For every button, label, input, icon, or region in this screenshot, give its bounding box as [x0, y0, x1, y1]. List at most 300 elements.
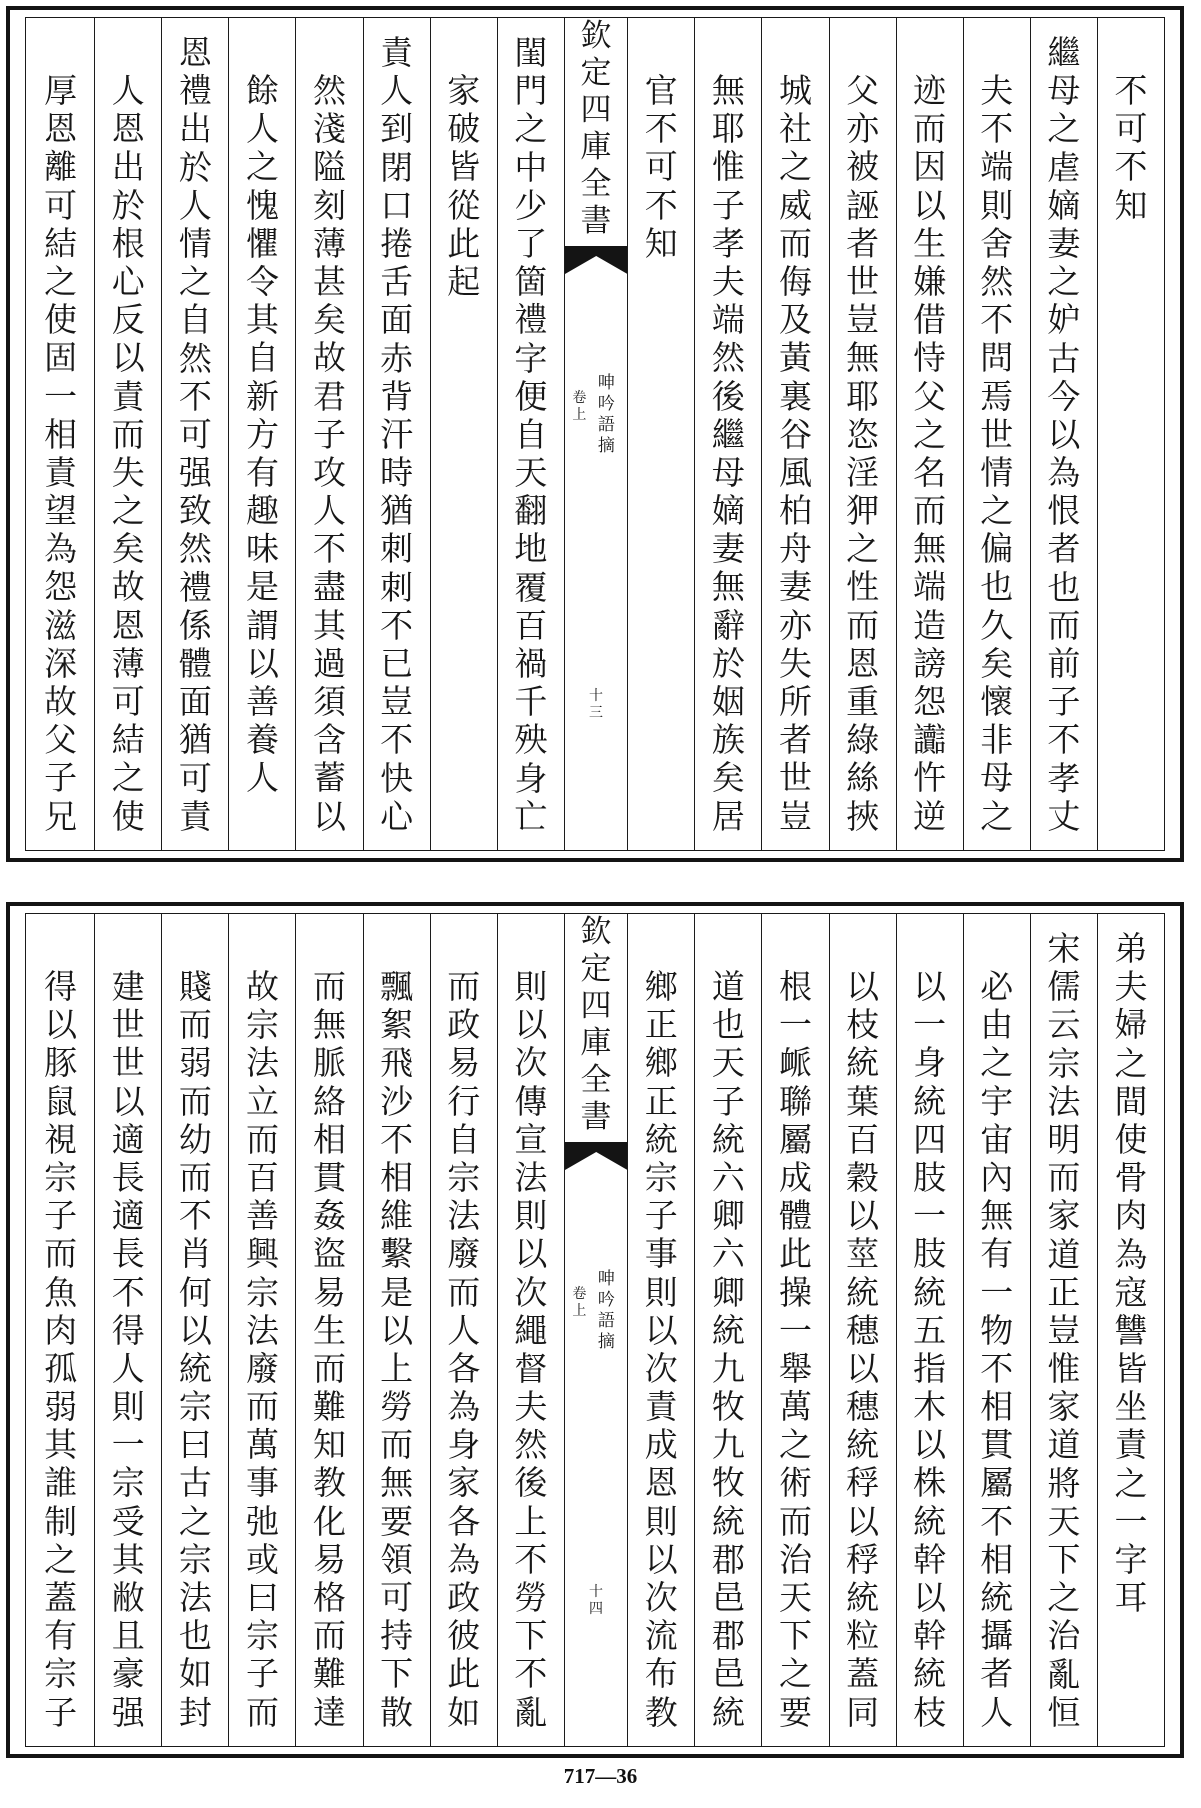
glyph: 愧: [245, 185, 279, 225]
glyph: 郡: [711, 1539, 745, 1579]
glyph: 父: [913, 376, 947, 416]
glyph: 其: [44, 1425, 78, 1465]
glyph: 亡: [514, 796, 548, 836]
glyph: 母: [1047, 71, 1081, 111]
glyph: 而: [447, 967, 481, 1006]
glyph: 生: [313, 1310, 347, 1350]
glyph: 一: [913, 1005, 947, 1045]
glyph: 聯: [778, 1081, 812, 1121]
glyph: 不: [111, 1272, 145, 1312]
glyph: 恩: [644, 1463, 678, 1503]
glyph: 適: [111, 1196, 145, 1236]
glyph: 長: [111, 1157, 145, 1197]
glyph: 刺: [380, 567, 414, 607]
glyph: 天: [778, 1578, 812, 1617]
glyph: 衇: [778, 1043, 812, 1083]
glyph: 木: [913, 1387, 947, 1427]
glyph: 其: [245, 300, 279, 340]
glyph: 責: [44, 452, 78, 492]
glyph: 而: [245, 1387, 279, 1427]
glyph: 法: [1047, 1081, 1081, 1121]
glyph: 虐: [1047, 147, 1081, 187]
glyph: 挾: [846, 796, 880, 836]
glyph: 之: [1047, 1578, 1081, 1618]
glyph: 强: [178, 453, 212, 493]
glyph: 到: [380, 109, 414, 149]
glyph: 過: [313, 643, 347, 683]
glyph: 久: [980, 605, 1014, 645]
glyph: 相: [380, 1157, 414, 1197]
glyph: 貫: [980, 1425, 1014, 1465]
upper-half-leaf: [6, 6, 1184, 862]
volume-label: [572, 1286, 587, 1320]
glyph: 之: [778, 147, 812, 187]
glyph: 封: [178, 1692, 212, 1732]
glyph: 人: [111, 71, 145, 110]
glyph: 統: [711, 1501, 745, 1541]
glyph: 恩: [178, 33, 212, 72]
glyph: 建: [111, 967, 145, 1006]
glyph: 情: [980, 452, 1014, 492]
glyph: 端: [913, 567, 947, 607]
glyph: 操: [778, 1272, 812, 1312]
glyph: 知: [313, 1425, 347, 1465]
glyph: 統: [913, 1501, 947, 1541]
glyph: 傳: [514, 1081, 548, 1121]
glyph: 散: [380, 1692, 414, 1732]
glyph: 萬: [245, 1425, 279, 1465]
glyph: 有: [980, 1234, 1014, 1274]
glyph: 字: [514, 338, 548, 378]
glyph: 牧: [711, 1463, 745, 1503]
glyph: 豈: [1047, 1310, 1081, 1350]
glyph: 不: [380, 1119, 414, 1159]
glyph: 耶: [846, 376, 880, 416]
glyph: 宗: [44, 1157, 78, 1197]
glyph: 滋: [44, 605, 78, 645]
text-column: [497, 914, 564, 1746]
glyph: 知: [644, 223, 678, 263]
glyph: 母: [980, 758, 1014, 798]
glyph: 亦: [778, 605, 812, 645]
glyph: 得: [44, 967, 78, 1006]
glyph: 十: [589, 1584, 604, 1600]
glyph: 不: [178, 1196, 212, 1236]
glyph: 從: [447, 185, 481, 225]
glyph: 呻: [597, 373, 615, 393]
glyph: 法: [245, 1043, 279, 1083]
glyph: 上: [380, 1348, 414, 1388]
glyph: 矣: [980, 643, 1014, 683]
glyph: 新: [245, 376, 279, 416]
glyph: 教: [644, 1692, 678, 1732]
glyph: 布: [644, 1654, 678, 1694]
glyph: 庫: [580, 129, 612, 165]
glyph: 甚: [313, 261, 347, 301]
glyph: 不: [980, 1501, 1014, 1541]
glyph: 宗: [44, 1654, 78, 1694]
text-column: [363, 914, 430, 1746]
glyph: 忤: [913, 758, 947, 798]
glyph: 天: [1047, 1501, 1081, 1541]
glyph: 卷: [572, 390, 587, 406]
glyph: 語: [597, 415, 615, 435]
glyph: 賤: [178, 967, 212, 1006]
glyph: 呻: [597, 1269, 615, 1289]
glyph: 而: [313, 967, 347, 1006]
glyph: 薄: [313, 223, 347, 263]
glyph: 身: [913, 1043, 947, 1083]
glyph: 深: [44, 643, 78, 683]
text-column: [896, 914, 963, 1746]
glyph: 謗: [913, 643, 947, 683]
glyph: 責: [178, 796, 212, 836]
glyph: 何: [178, 1272, 212, 1312]
glyph: 恩: [111, 109, 145, 149]
glyph: 使: [44, 300, 78, 340]
glyph: 全: [580, 1062, 612, 1098]
glyph: 不: [514, 1539, 548, 1579]
glyph: 四: [580, 988, 612, 1024]
glyph: 黃: [778, 338, 812, 378]
glyph: 面: [178, 682, 212, 722]
glyph: 妒: [1047, 300, 1081, 340]
glyph: 以: [913, 1578, 947, 1617]
glyph: 恒: [1047, 1692, 1081, 1732]
glyph: 也: [711, 1005, 745, 1045]
glyph: 之: [778, 1425, 812, 1465]
glyph: 谷: [778, 414, 812, 454]
glyph: 宗: [644, 1157, 678, 1197]
glyph: 統: [980, 1578, 1014, 1617]
glyph: 者: [846, 223, 880, 263]
glyph: 統: [178, 1348, 212, 1388]
glyph: 怨: [44, 567, 78, 607]
glyph: 寇: [1114, 1272, 1148, 1312]
glyph: 然: [313, 71, 347, 110]
glyph: 政: [447, 1578, 481, 1617]
glyph: 善: [245, 1196, 279, 1236]
glyph: 以: [178, 1310, 212, 1350]
glyph: 出: [111, 147, 145, 187]
glyph: 盜: [313, 1234, 347, 1274]
glyph: 夫: [711, 261, 745, 301]
glyph: 破: [447, 109, 481, 149]
glyph: 不: [980, 1348, 1014, 1388]
glyph: 淫: [846, 452, 880, 492]
glyph: 心: [111, 261, 145, 301]
glyph: 自: [447, 1119, 481, 1159]
glyph: 定: [580, 55, 612, 91]
glyph: 於: [711, 643, 745, 683]
glyph: 易: [313, 1272, 347, 1312]
glyph: 語: [597, 1311, 615, 1331]
glyph: 統: [913, 1272, 947, 1312]
glyph: 可: [1114, 109, 1148, 149]
glyph: 不: [380, 605, 414, 645]
glyph: 脈: [313, 1043, 347, 1083]
glyph: 嫡: [711, 491, 745, 531]
glyph: 柏: [778, 491, 812, 531]
text-column: [761, 914, 828, 1746]
glyph: 魚: [44, 1272, 78, 1312]
glyph: 耶: [711, 109, 745, 149]
glyph: 蓋: [846, 1654, 880, 1694]
glyph: 之: [514, 109, 548, 149]
glyph: 株: [913, 1463, 947, 1503]
glyph: 赤: [380, 338, 414, 378]
glyph: 興: [245, 1234, 279, 1274]
glyph: 而: [1047, 605, 1081, 645]
glyph: 統: [846, 1043, 880, 1083]
glyph: 次: [644, 1348, 678, 1388]
text-column: [829, 18, 896, 850]
glyph: 亦: [846, 109, 880, 149]
glyph: 翻: [514, 491, 548, 531]
glyph: 舍: [980, 223, 1014, 263]
glyph: 此: [447, 1654, 481, 1694]
glyph: 人: [313, 491, 347, 531]
glyph: 味: [245, 529, 279, 569]
glyph: 古: [1047, 338, 1081, 378]
glyph: 必: [980, 967, 1014, 1006]
glyph: 統: [846, 1578, 880, 1617]
glyph: 人: [245, 758, 279, 798]
glyph: 禍: [514, 644, 548, 683]
glyph: 豈: [846, 300, 880, 340]
glyph: 家: [1047, 1196, 1081, 1236]
glyph: 為: [44, 529, 78, 569]
glyph: 卿: [711, 1196, 745, 1236]
glyph: 而: [778, 1501, 812, 1541]
glyph: 以: [1047, 414, 1081, 454]
glyph: 之: [245, 147, 279, 187]
glyph: 蓋: [44, 1578, 78, 1617]
glyph: 然: [514, 1425, 548, 1465]
glyph: 宇: [980, 1081, 1014, 1121]
glyph: 事: [245, 1463, 279, 1503]
glyph: 而: [245, 1119, 279, 1159]
glyph: 吟: [597, 1290, 615, 1310]
text-column: [27, 914, 94, 1746]
glyph: 以: [514, 1234, 548, 1274]
glyph: 今: [1047, 376, 1081, 416]
glyph: 也: [980, 567, 1014, 607]
glyph: 善: [245, 682, 279, 721]
glyph: 次: [514, 1043, 548, 1083]
glyph: 亂: [1047, 1654, 1081, 1694]
glyph: 端: [980, 147, 1014, 187]
glyph: 之: [1114, 1463, 1148, 1503]
glyph: 口: [380, 185, 414, 225]
glyph: 綠: [846, 720, 880, 760]
glyph: 焉: [980, 376, 1014, 416]
glyph: 各: [447, 1501, 481, 1541]
glyph: 所: [778, 682, 812, 721]
glyph: 惟: [711, 147, 745, 187]
center-fold-column: [564, 18, 627, 850]
glyph: 人: [245, 109, 279, 149]
glyph: 成: [778, 1157, 812, 1197]
glyph: 前: [1047, 644, 1081, 683]
glyph: 豪: [111, 1654, 145, 1694]
glyph: 道: [711, 967, 745, 1006]
glyph: 身: [514, 758, 548, 798]
glyph: 書: [580, 1099, 612, 1135]
glyph: 耳: [1114, 1578, 1148, 1618]
glyph: 此: [778, 1234, 812, 1274]
glyph: 於: [111, 185, 145, 225]
glyph: 姦: [313, 1196, 347, 1236]
glyph: 造: [913, 605, 947, 645]
glyph: 全: [580, 166, 612, 202]
glyph: 宗: [245, 1616, 279, 1656]
glyph: 絮: [380, 1005, 414, 1045]
glyph: 以: [913, 1425, 947, 1465]
glyph: 云: [1047, 1005, 1081, 1045]
glyph: 之: [44, 1539, 78, 1579]
glyph: 事: [644, 1234, 678, 1274]
glyph: 子: [44, 1692, 78, 1732]
glyph: 責: [111, 376, 145, 416]
glyph: 以: [913, 185, 947, 225]
glyph: 幼: [178, 1119, 212, 1159]
glyph: 之: [1047, 262, 1081, 302]
glyph: 幹: [913, 1616, 947, 1656]
glyph: 十: [589, 688, 604, 704]
glyph: 體: [178, 644, 212, 683]
glyph: 地: [514, 529, 548, 569]
text-column: [761, 18, 828, 850]
glyph: 母: [711, 452, 745, 492]
glyph: 法: [245, 1310, 279, 1350]
glyph: 由: [980, 1005, 1014, 1045]
book-title: [597, 373, 616, 457]
glyph: 統: [711, 1692, 745, 1732]
text-column: [627, 914, 694, 1746]
glyph: 恩: [846, 643, 880, 683]
glyph: 問: [980, 338, 1014, 378]
text-column: [694, 914, 761, 1746]
glyph: 千: [514, 682, 548, 722]
glyph: 教: [313, 1463, 347, 1503]
glyph: 摘: [597, 436, 615, 456]
glyph: 父: [846, 71, 880, 110]
glyph: 以: [846, 1348, 880, 1388]
glyph: 懷: [980, 682, 1014, 721]
glyph: 也: [1047, 567, 1081, 607]
glyph: 根: [111, 223, 145, 263]
glyph: 一: [913, 1196, 947, 1236]
glyph: 稃: [846, 1463, 880, 1503]
glyph: 故: [313, 338, 347, 378]
glyph: 道: [1047, 1425, 1081, 1465]
glyph: 子: [44, 1196, 78, 1236]
glyph: 穗: [846, 1387, 880, 1427]
glyph: 出: [178, 109, 212, 149]
glyph: 難: [313, 1654, 347, 1694]
glyph: 統: [913, 1081, 947, 1121]
center-fold-column: [564, 914, 627, 1746]
glyph: 而: [245, 1692, 279, 1732]
glyph: 宗: [447, 1157, 481, 1197]
glyph: 一: [44, 376, 78, 416]
glyph: 內: [980, 1157, 1014, 1197]
glyph: 而: [178, 1081, 212, 1121]
glyph: 丈: [1047, 796, 1081, 836]
glyph: 逆: [913, 796, 947, 836]
glyph: 恩: [44, 109, 78, 149]
glyph: 子: [711, 185, 745, 225]
glyph: 統: [644, 1119, 678, 1159]
glyph: 面: [380, 300, 414, 340]
glyph: 辭: [711, 605, 745, 645]
glyph: 庫: [580, 1025, 612, 1061]
glyph: 後: [711, 376, 745, 416]
glyph: 少: [514, 185, 548, 225]
glyph: 肢: [913, 1234, 947, 1274]
glyph: 欽: [580, 914, 612, 950]
text-column: [363, 18, 430, 850]
glyph: 之: [1114, 1043, 1148, 1083]
glyph: 非: [980, 720, 1014, 760]
glyph: 以: [111, 338, 145, 378]
text-column: [829, 914, 896, 1746]
glyph: 端: [711, 300, 745, 340]
glyph: 便: [514, 376, 548, 416]
glyph: 化: [313, 1501, 347, 1541]
glyph: 肉: [1114, 1196, 1148, 1236]
glyph: 則: [644, 1272, 678, 1312]
glyph: 薄: [111, 643, 145, 683]
glyph: 人: [380, 71, 414, 111]
glyph: 反: [111, 300, 145, 340]
text-column: [94, 18, 161, 850]
glyph: 要: [380, 1501, 414, 1541]
glyph: 含: [313, 720, 347, 760]
glyph: 恩: [111, 605, 145, 645]
glyph: 故: [44, 682, 78, 721]
glyph: 是: [380, 1272, 414, 1312]
glyph: 正: [644, 1005, 678, 1045]
glyph: 絲: [846, 758, 880, 798]
glyph: 六: [711, 1157, 745, 1197]
glyph: 背: [380, 376, 414, 416]
glyph: 以: [846, 1501, 880, 1541]
glyph: 風: [778, 452, 812, 492]
leaf-number: [565, 688, 627, 722]
glyph: 令: [245, 261, 279, 301]
glyph: 矣: [111, 529, 145, 569]
glyph: 閉: [380, 147, 414, 187]
glyph: 卿: [711, 1272, 745, 1312]
glyph: 家: [447, 1463, 481, 1503]
glyph: 門: [514, 71, 548, 111]
glyph: 然: [178, 338, 212, 378]
glyph: 家: [447, 71, 481, 110]
glyph: 可: [178, 758, 212, 798]
glyph: 吟: [597, 394, 615, 414]
collection-title: [565, 914, 627, 1136]
glyph: 誰: [44, 1463, 78, 1503]
glyph: 肉: [44, 1310, 78, 1350]
glyph: 而: [913, 109, 947, 149]
glyph: 係: [178, 605, 212, 645]
glyph: 難: [313, 1387, 347, 1427]
glyph: 禮: [514, 300, 548, 340]
glyph: 不: [980, 300, 1014, 340]
glyph: 宗: [178, 1539, 212, 1579]
